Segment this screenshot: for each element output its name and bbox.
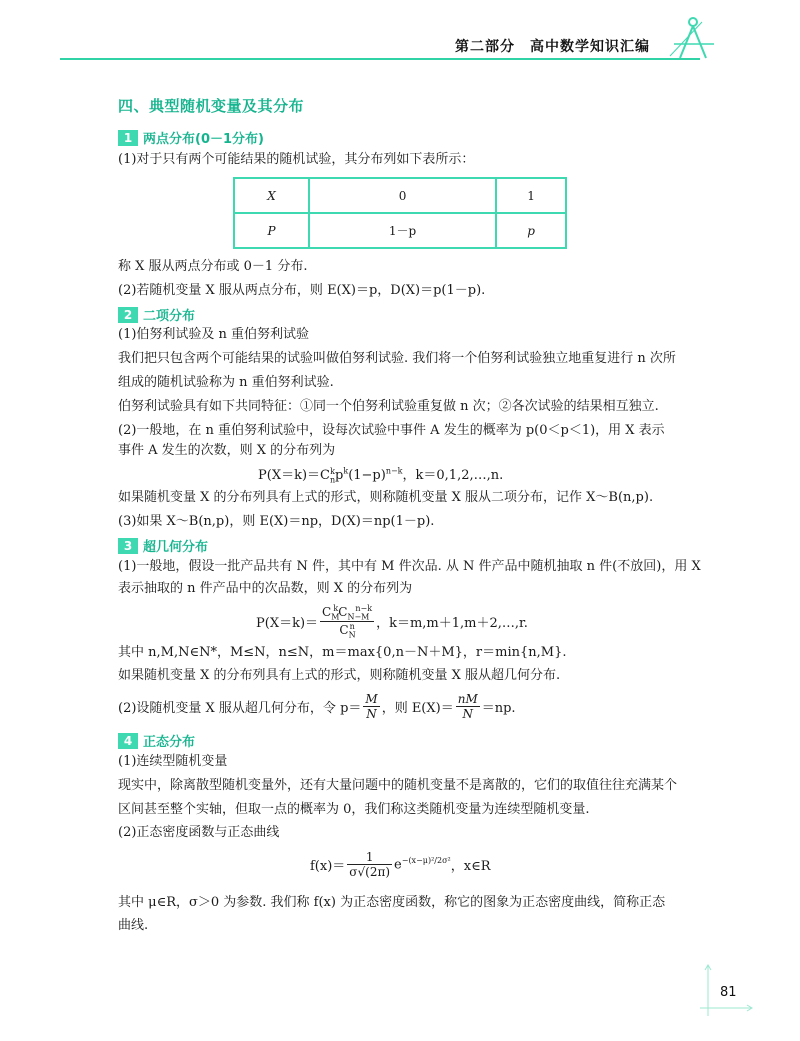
formula-fraction: $\frac{nM}{N}$ [457, 692, 478, 721]
paragraph: (3)如果 X～B(n,p)，则 E(X)＝np，D(X)＝np(1－p). [118, 514, 435, 529]
paragraph: 曲线. [118, 918, 149, 933]
expectation-formula [118, 692, 516, 721]
table-cell: 0 [309, 178, 496, 213]
formula-exp: $e^{-(x-\mu)^2/2\sigma^2}$ [394, 856, 451, 873]
formula-lhs: f(x)＝ [310, 859, 346, 874]
distribution-table [233, 177, 567, 249]
subsection-number: 1 [118, 130, 138, 146]
paragraph: 称 X 服从两点分布或 0－1 分布. [118, 259, 308, 274]
subsection-heading-3 [118, 536, 208, 555]
formula-lhs: P(X＝k)＝ [258, 468, 321, 483]
subsection-heading-1 [118, 128, 264, 147]
paragraph: (2)正态密度函数与正态曲线 [118, 825, 280, 840]
formula-fraction: $\frac{C_M^kC_{N-M}^{n-k}}{C_N^n}$ [322, 604, 373, 640]
subsection-label: 两点分布(0－1分布) [143, 132, 264, 147]
subsection-number: 4 [118, 733, 138, 749]
subsection-label: 二项分布 [143, 309, 196, 324]
paragraph: 伯努利试验具有如下共同特征：①同一个伯努利试验重复做 n 次；②各次试验的结果相互独立. [118, 399, 659, 414]
paragraph: 事件 A 发生的次数，则 X 的分布列为 [118, 443, 336, 458]
formula-rhs: ，x∈R [450, 859, 491, 874]
formula-rhs: ，k＝0,1,2,…,n. [402, 468, 504, 483]
paragraph: 区间甚至整个实轴，但取一点的概率为 0，我们称这类随机变量为连续型随机变量. [118, 802, 590, 817]
paragraph: (2)若随机变量 X 服从两点分布，则 E(X)＝p，D(X)＝p(1－p). [118, 283, 486, 298]
paragraph: (1)一般地，假设一批产品共有 N 件，其中有 M 件次品. 从 N 件产品中随机抽取 n 件(不放回)，用 X [118, 559, 701, 574]
table-cell: 1－p [309, 213, 496, 248]
formula-part: (2)设随机变量 X 服从超几何分布，令 p＝ [118, 701, 362, 716]
table-row [234, 178, 566, 213]
table-cell: p [496, 213, 566, 248]
paragraph: (1)连续型随机变量 [118, 754, 228, 769]
compass-icon [668, 14, 718, 60]
normal-density-formula [310, 850, 491, 879]
paragraph: 其中 n,M,N∈N*，M≤N，n≤N，m＝max{0,n－N＋M}，r＝min{n,M}. [118, 645, 567, 660]
subsection-heading-4 [118, 731, 195, 750]
page-header [0, 0, 800, 62]
subsection-number: 2 [118, 307, 138, 323]
binomial-formula [258, 464, 503, 485]
paragraph: 现实中，除离散型随机变量外，还有大量问题中的随机变量不是离散的，它们的取值往往充满某个 [118, 778, 678, 793]
paragraph: (1)伯努利试验及 n 重伯努利试验 [118, 327, 310, 342]
header-rule [60, 58, 700, 60]
formula-rhs: ，k＝m,m＋1,m＋2,…,r. [376, 616, 528, 632]
paragraph: 组成的随机试验称为 n 重伯努利试验. [118, 375, 334, 390]
table-cell: X [234, 178, 309, 213]
table-row [234, 213, 566, 248]
subsection-number: 3 [118, 538, 138, 554]
header-title: 第二部分 高中数学知识汇编 [455, 39, 650, 55]
formula-lhs: P(X＝k)＝ [256, 616, 319, 632]
paragraph: (2)一般地，在 n 重伯努利试验中，设每次试验中事件 A 发生的概率为 p(0＜p＜1)，用 X 表示 [118, 423, 665, 438]
subsection-heading-2 [118, 305, 195, 324]
formula-body: $C_n^kp^k(1-p)^{n-k}$ [320, 466, 403, 485]
paragraph: 我们把只包含两个可能结果的试验叫做伯努利试验. 我们将一个伯努利试验独立地重复进行 n 次所 [118, 351, 676, 366]
subsection-label: 超几何分布 [143, 540, 209, 555]
page-number: 81 [720, 985, 737, 1000]
section-title: 四、典型随机变量及其分布 [118, 97, 305, 115]
formula-fraction: $\frac{1}{\sigma√(2\pi)}$ [349, 850, 391, 879]
table-cell: P [234, 213, 309, 248]
paragraph: 表示抽取的 n 件产品中的次品数，则 X 的分布列为 [118, 581, 413, 596]
formula-part: ，则 E(X)＝ [381, 701, 454, 716]
paragraph: 如果随机变量 X 的分布列具有上式的形式，则称随机变量 X 服从超几何分布. [118, 668, 561, 683]
paragraph: 其中 μ∈R，σ＞0 为参数. 我们称 f(x) 为正态密度函数，称它的图象为正态密度曲线，简称正态 [118, 895, 666, 910]
table-cell: 1 [496, 178, 566, 213]
formula-fraction: $\frac{M}{N}$ [365, 692, 378, 721]
hypergeometric-formula [256, 604, 528, 640]
paragraph: (1)对于只有两个可能结果的随机试验，其分布列如下表所示： [118, 152, 475, 167]
paragraph: 如果随机变量 X 的分布列具有上式的形式，则称随机变量 X 服从二项分布，记作 X～B(n,p). [118, 490, 654, 505]
subsection-label: 正态分布 [143, 735, 196, 750]
formula-part: ＝np. [481, 701, 516, 716]
